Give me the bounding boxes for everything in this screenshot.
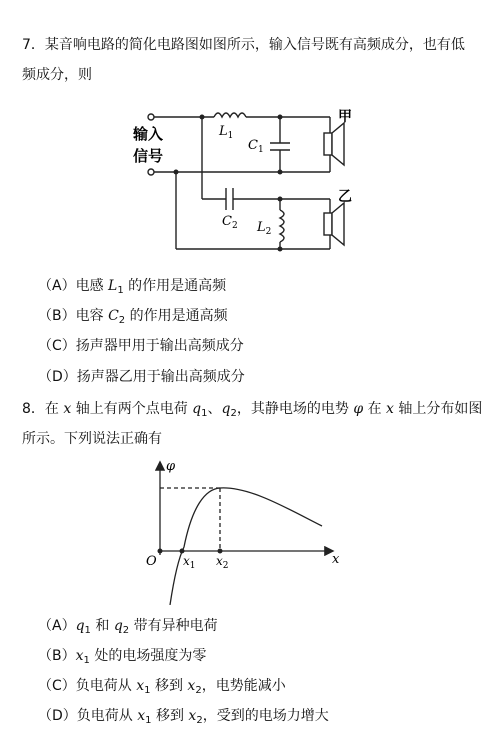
- label-C1: $C_1$: [248, 138, 264, 155]
- label-C2: $C_2$: [222, 214, 238, 231]
- q8-option-c[interactable]: （C）负电荷从 $x_1$ 移到 $x_2$，电势能减小: [38, 678, 286, 696]
- q7-stem-line1: 7．某音响电路的简化电路图如图所示，输入信号既有高频成分，也有低: [22, 37, 465, 53]
- q8-stem-line2: 所示。下列说法正确有: [22, 431, 162, 447]
- x2-label: $x_2$: [216, 554, 229, 571]
- q7-option-a[interactable]: （A）电感 $L_1$ 的作用是通高频: [38, 278, 227, 296]
- q7-option-b[interactable]: （B）电容 $C_2$ 的作用是通高频: [38, 308, 228, 326]
- input-label-1: 输入: [133, 125, 164, 143]
- phi-axis-label: φ: [166, 459, 176, 474]
- input-label-2: 信号: [133, 147, 164, 165]
- q7-option-d[interactable]: （D）扬声器乙用于输出高频成分: [38, 369, 245, 385]
- speaker-a-icon: [324, 123, 344, 165]
- q8-stem-line1: 8．在 x 轴上有两个点电荷 $q_1$、$q_2$，其静电场的电势 φ 在 x 轴上分布如图: [22, 401, 483, 419]
- q8-option-b[interactable]: $(B)x_1$ 处的电场强度为零: [38, 648, 207, 666]
- label-speaker-a: 甲: [338, 109, 352, 125]
- speaker-b-icon: [324, 203, 344, 245]
- x1-label: $x_1$: [183, 554, 196, 571]
- label-speaker-b: 乙: [338, 189, 352, 205]
- q8-potential-graph: [0, 455, 490, 605]
- x-axis-label: x: [332, 552, 340, 567]
- origin-label: O: [146, 554, 157, 569]
- q7-stem-line2: 频成分，则: [22, 67, 92, 83]
- q8-option-d[interactable]: （D）负电荷从 $x_1$ 移到 $x_2$，受到的电场力增大: [38, 708, 329, 726]
- label-L2: $L_2$: [257, 220, 272, 237]
- label-L1: $L_1$: [219, 124, 234, 141]
- q8-option-a[interactable]: $(A)q_1$ 和 $q_2$ 带有异种电荷: [38, 618, 218, 636]
- q7-option-c[interactable]: （C）扬声器甲用于输出高频成分: [38, 338, 244, 354]
- q7-circuit-diagram: [0, 105, 490, 265]
